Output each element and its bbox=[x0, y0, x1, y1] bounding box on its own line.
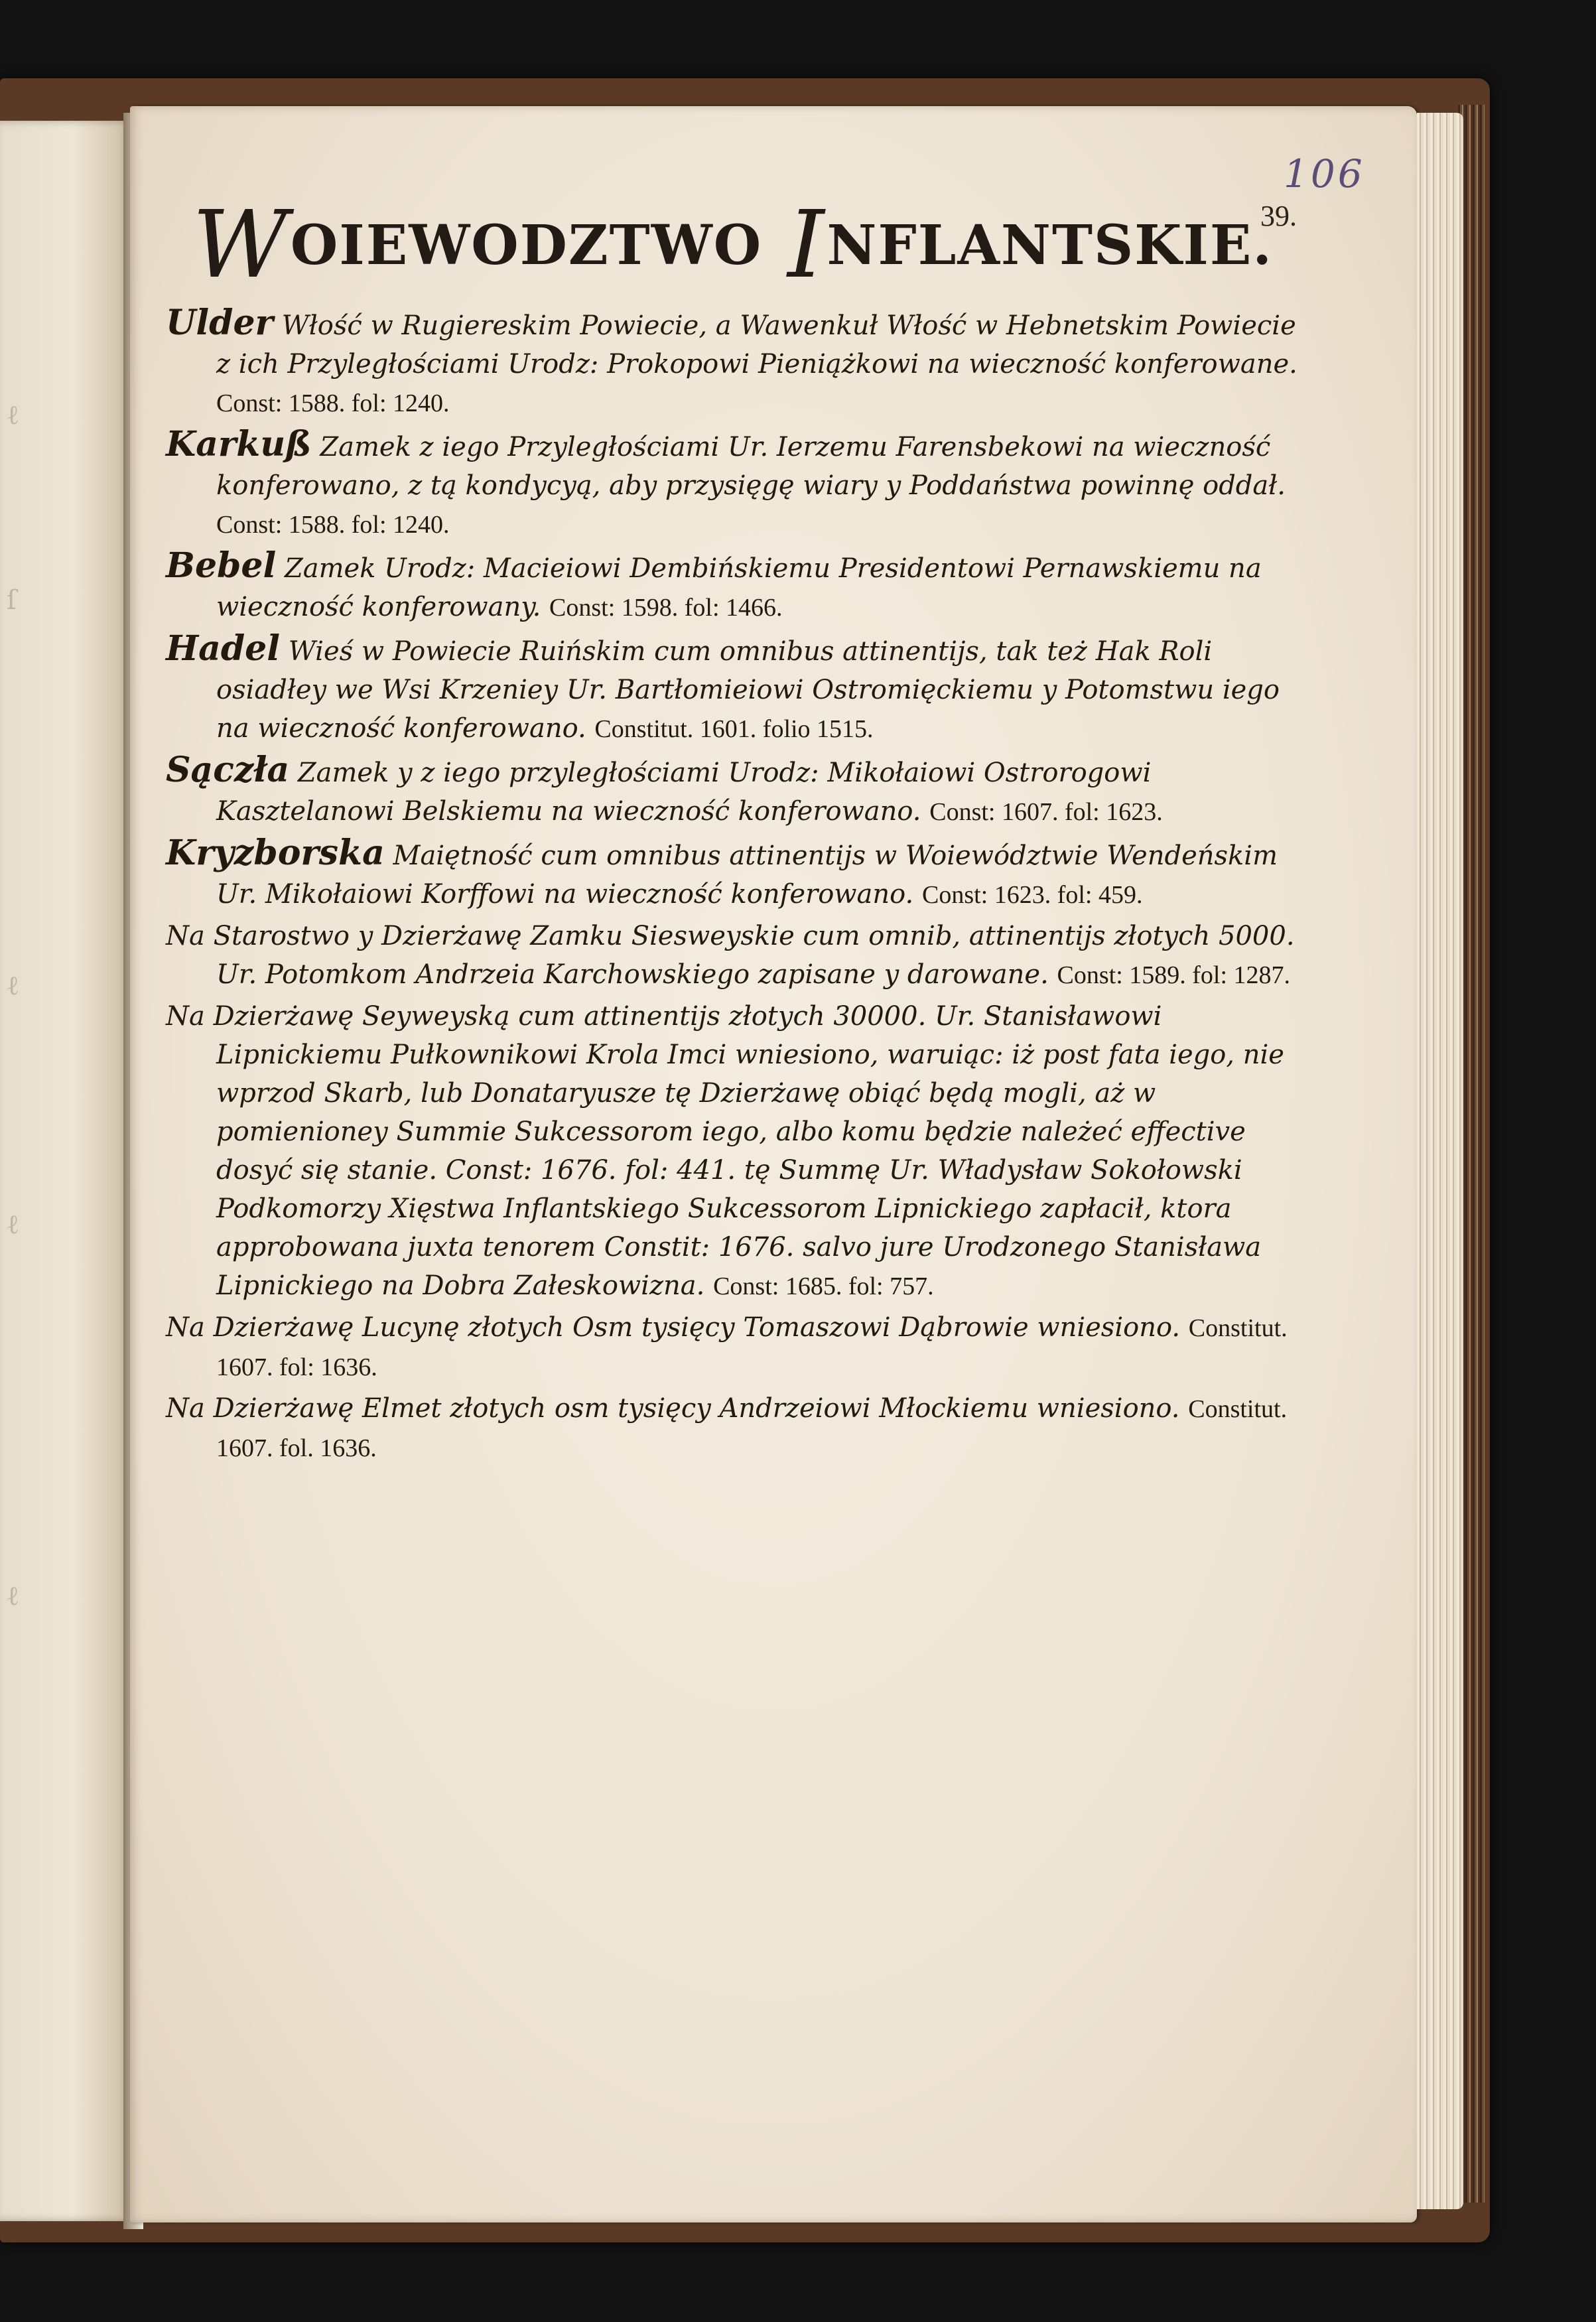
page-title bbox=[192, 191, 1294, 299]
title-initial: I bbox=[787, 191, 826, 299]
entry-text: Na Dzierżawę Seyweyską cum attinentijs złotych 30000. Ur. Stanisławowi Lipnickiemu Pułkownikowi Krola Imci wniesiono, waruiąc: iż post fata iego, nie wprzod Skarb, lub Donataryusze tę Dzierżawę obiąć będą mogli, aż w pomienioney Summie Sukcessorom iego, albo komu będzie należeć effective dosyć się stanie. Const: 1676. fol: 441. tę Summę Ur. Władysław Sokołowski Podkomorzy Xięstwa Inflantskiego Sukcessorom Lipnickiego zapłacił, ktora approbowana juxta tenorem Constit: 1676. salvo jure Urodzonego Stanisława Lipnickiego na Dobra Załeskowizna. bbox=[166, 1001, 1284, 1301]
entry bbox=[166, 997, 1307, 1306]
bleed-through-mark: ℓ bbox=[7, 1209, 20, 1240]
entry-text: Na Dzierżawę Elmet złotych osm tysięcy Andrzeiowi Młockiemu wniesiono. bbox=[166, 1393, 1180, 1424]
entry bbox=[166, 304, 1307, 423]
bleed-through-mark: ſ bbox=[7, 585, 17, 616]
entry bbox=[166, 425, 1307, 544]
entry-text: Na Starostwo y Dzierżawę Zamku Siesweyskie cum omnib, attinentijs złotych 5000. Ur. Potomkom Andrzeia Karchowskiego zapisane y darowane. bbox=[166, 921, 1295, 990]
entry-text: Włość w Rugiereskim Powiecie, a Wawenkuł Włość w Hebnetskim Powiecie z ich Przyległościami Urodz: Prokopowi Pieniążkowi na wieczność konferowane. bbox=[216, 310, 1297, 379]
entry-name: Sączła bbox=[166, 750, 290, 790]
entry-name: Ulder bbox=[166, 303, 273, 343]
entry bbox=[166, 917, 1307, 994]
entry-name: Hadel bbox=[166, 628, 281, 669]
entry-citation: Const: 1588. fol: 1240. bbox=[216, 389, 450, 417]
folio-number: 106 bbox=[1284, 151, 1365, 196]
entry-text: Zamek Urodz: Macieiowi Dembińskiemu Presidentowi Pernawskiemu na wieczność konferowany. bbox=[216, 553, 1262, 622]
entry-citation: Const: 1607. fol: 1623. bbox=[929, 798, 1163, 826]
entry-text: Wieś w Powiecie Ruińskim cum omnibus attinentijs, tak też Hak Roli osiadłey we Wsi Krzeniey Ur. Bartłomieiowi Ostromięckiemu y Potomstwu iego na wieczność konferowano. bbox=[216, 636, 1280, 744]
entries-list bbox=[166, 304, 1307, 1470]
entry bbox=[166, 630, 1307, 748]
entry bbox=[166, 751, 1307, 831]
entry-citation: Constitut. 1601. folio 1515. bbox=[594, 715, 874, 743]
bleed-through-mark: ℓ bbox=[7, 400, 20, 431]
title-word: NFLANTSKIE. bbox=[827, 214, 1273, 277]
entry-text: Maiętność cum omnibus attinentijs w Woiewództwie Wendeńskim Ur. Mikołaiowi Korffowi na wieczność konferowano. bbox=[216, 841, 1278, 910]
page-edges bbox=[1417, 113, 1463, 2209]
entry bbox=[166, 1389, 1307, 1468]
previous-page bbox=[0, 121, 131, 2221]
title-word: OIEWODZTWO bbox=[290, 214, 763, 277]
entry-name: Kryzborska bbox=[166, 833, 385, 873]
entry-name: Karkuß bbox=[166, 424, 312, 464]
page-number: 39. bbox=[1260, 200, 1297, 232]
bleed-through-mark: ℓ bbox=[7, 971, 20, 1001]
entry bbox=[166, 547, 1307, 627]
entry-citation: Constitut. 1607. fol: 1636. bbox=[216, 1314, 1288, 1381]
entry-name: Bebel bbox=[166, 545, 277, 586]
entry-citation: Const: 1598. fol: 1466. bbox=[549, 594, 783, 622]
entry bbox=[166, 834, 1307, 914]
entry-citation: Const: 1589. fol: 1287. bbox=[1057, 961, 1291, 989]
entry-text: Zamek z iego Przyległościami Ur. Ierzemu Farensbekowi na wieczność konferowano, z tą kondycyą, aby przysięgę wiary y Poddaństwa powinnę oddał. bbox=[216, 432, 1286, 501]
bleed-through-mark: ℓ bbox=[7, 1581, 20, 1611]
title-initial: W bbox=[192, 191, 289, 299]
entry-text: Na Dzierżawę Lucynę złotych Osm tysięcy Tomaszowi Dąbrowie wniesiono. bbox=[166, 1312, 1181, 1343]
entry-citation: Constitut. 1607. fol. 1636. bbox=[216, 1395, 1288, 1462]
entry-citation: Const: 1685. fol: 757. bbox=[713, 1272, 934, 1300]
entry bbox=[166, 1308, 1307, 1387]
entry-citation: Const: 1623. fol: 459. bbox=[921, 881, 1143, 909]
entry-text: Zamek y z iego przyległościami Urodz: Mikołaiowi Ostrorogowi Kasztelanowi Belskiemu na wieczność konferowano. bbox=[216, 758, 1152, 827]
entry-citation: Const: 1588. fol: 1240. bbox=[216, 511, 450, 539]
